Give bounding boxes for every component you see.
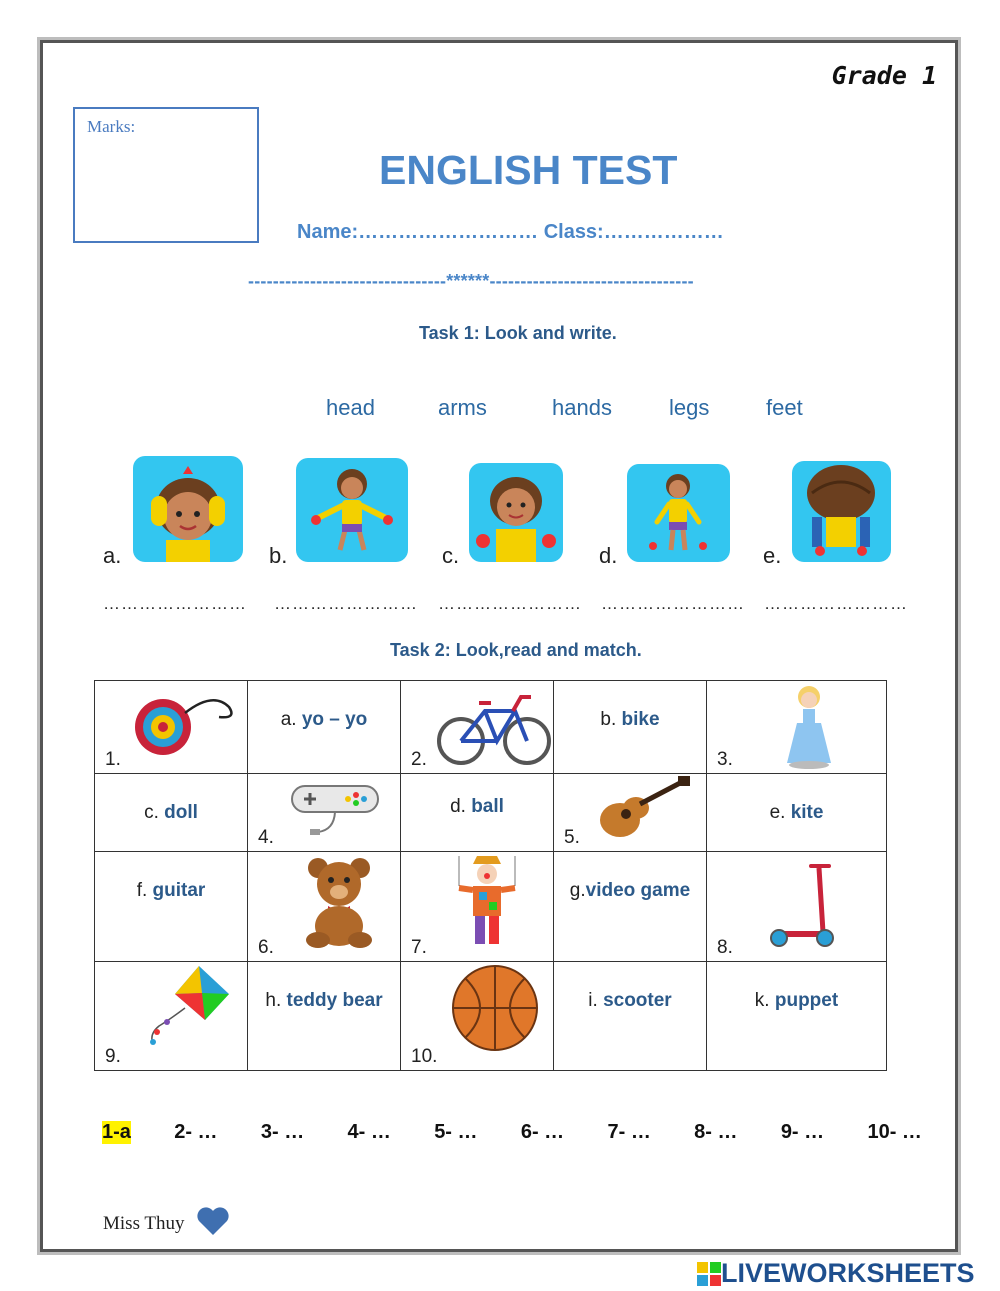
scooter-icon	[767, 862, 843, 952]
match-cell	[248, 852, 401, 962]
item-number: 4.	[258, 827, 274, 848]
name-class-line: Name:……………………… Class:………………	[297, 221, 724, 243]
match-word: scooter	[603, 990, 672, 1011]
word-letter: f.	[136, 880, 153, 901]
puppet-icon	[449, 854, 525, 950]
girl-hands-icon	[469, 463, 563, 562]
answer-item[interactable]: 9- …	[780, 1121, 825, 1143]
picture-letter: c.	[442, 543, 460, 568]
match-cell	[401, 852, 554, 962]
match-cell	[95, 774, 248, 852]
word-letter: k.	[754, 990, 775, 1011]
author-signature: Miss Thuy	[103, 1213, 185, 1234]
task2-title: Task 2: Look,read and match.	[390, 640, 642, 660]
girl-legs-icon	[627, 464, 730, 562]
answer-item[interactable]: 6- …	[520, 1121, 565, 1143]
picture-letter: e.	[763, 543, 782, 568]
teddy-bear-icon	[294, 854, 384, 950]
match-cell	[554, 852, 707, 962]
answer-item[interactable]: 1-a	[102, 1121, 131, 1143]
match-cell	[401, 774, 554, 852]
item-number: 1.	[105, 749, 121, 770]
word-letter: d.	[450, 796, 472, 817]
heart-icon	[195, 1205, 231, 1237]
match-word: yo – yo	[301, 709, 368, 730]
marks-box[interactable]	[73, 107, 259, 243]
answer-blank[interactable]: ……………………	[274, 594, 418, 613]
match-cell	[707, 774, 887, 852]
word-letter: b.	[600, 709, 622, 730]
worksheet-frame	[40, 40, 958, 1252]
word-letter: h.	[265, 990, 287, 1011]
match-word: teddy bear	[286, 990, 383, 1011]
answer-item[interactable]: 3- …	[260, 1121, 305, 1143]
answer-blank[interactable]: ……………………	[438, 594, 582, 613]
word-letter: g.	[569, 880, 586, 901]
item-number: 5.	[564, 827, 580, 848]
liveworksheets-logo-icon	[697, 1262, 721, 1286]
answer-row	[102, 1121, 922, 1144]
girl-touching-head-icon	[133, 456, 243, 562]
match-cell	[401, 681, 554, 774]
marks-label: Marks:	[87, 117, 136, 136]
answer-item[interactable]: 10- …	[867, 1121, 922, 1143]
page-title: ENGLISH TEST	[379, 147, 678, 193]
answer-item[interactable]: 4- …	[347, 1121, 391, 1143]
answer-blank[interactable]: ……………………	[601, 594, 745, 613]
match-word: bike	[621, 709, 660, 730]
item-number: 8.	[717, 937, 733, 958]
answer-blank[interactable]: ……………………	[764, 594, 908, 613]
match-word: puppet	[774, 990, 839, 1011]
match-table	[94, 680, 887, 1071]
word-bank-item: head	[326, 395, 375, 420]
doll-icon	[783, 683, 835, 769]
match-cell	[554, 681, 707, 774]
match-cell	[248, 681, 401, 774]
picture-letter: a.	[103, 543, 122, 568]
match-cell	[95, 962, 248, 1071]
match-word: doll	[164, 802, 198, 823]
item-number: 2.	[411, 749, 427, 770]
word-letter: i.	[588, 990, 604, 1011]
item-number: 3.	[717, 749, 733, 770]
match-cell	[95, 681, 248, 774]
grade-label: Grade 1	[831, 61, 937, 90]
answer-item[interactable]: 7- …	[607, 1121, 651, 1143]
brand-name: LIVEWORKSHEETS	[721, 1258, 975, 1288]
match-word: kite	[790, 802, 824, 823]
match-cell	[707, 852, 887, 962]
guitar-icon	[596, 774, 692, 844]
picture-letter: d.	[599, 543, 618, 568]
word-bank-item: feet	[766, 395, 803, 420]
answer-item[interactable]: 8- …	[694, 1121, 738, 1143]
match-cell	[248, 962, 401, 1071]
kite-icon	[139, 964, 231, 1048]
table-row	[95, 962, 887, 1071]
word-bank-item: arms	[438, 395, 487, 420]
word-letter: e.	[769, 802, 791, 823]
table-row	[95, 852, 887, 962]
word-letter: a.	[280, 709, 302, 730]
yoyo-icon	[133, 687, 238, 763]
match-cell	[401, 962, 554, 1071]
game-controller-icon	[288, 780, 382, 842]
match-cell	[248, 774, 401, 852]
basketball-icon	[451, 964, 539, 1052]
task1-title: Task 1: Look and write.	[419, 323, 617, 343]
answer-blank[interactable]: ……………………	[103, 594, 247, 613]
word-letter: c.	[144, 802, 165, 823]
item-number: 9.	[105, 1046, 121, 1067]
word-bank-item: hands	[552, 395, 612, 420]
match-cell	[707, 962, 887, 1071]
bike-icon	[435, 685, 553, 769]
divider: --------------------------------******---------------------------------	[248, 271, 694, 291]
answer-item[interactable]: 5- …	[434, 1121, 478, 1143]
match-cell	[707, 681, 887, 774]
match-cell	[554, 962, 707, 1071]
item-number: 7.	[411, 937, 427, 958]
answer-item[interactable]: 2- …	[174, 1121, 218, 1143]
match-cell	[554, 774, 707, 852]
girl-arms-out-icon	[296, 458, 408, 562]
word-bank-item: legs	[669, 395, 710, 420]
table-row	[95, 681, 887, 774]
item-number: 6.	[258, 937, 274, 958]
item-number: 10.	[411, 1046, 438, 1067]
match-word: video game	[585, 880, 691, 901]
match-word: ball	[471, 796, 504, 817]
match-word: guitar	[152, 880, 206, 901]
girl-feet-icon	[792, 461, 891, 562]
picture-letter: b.	[269, 543, 288, 568]
brand-logo[interactable]	[697, 1258, 975, 1289]
table-row	[95, 774, 887, 852]
match-cell	[95, 852, 248, 962]
